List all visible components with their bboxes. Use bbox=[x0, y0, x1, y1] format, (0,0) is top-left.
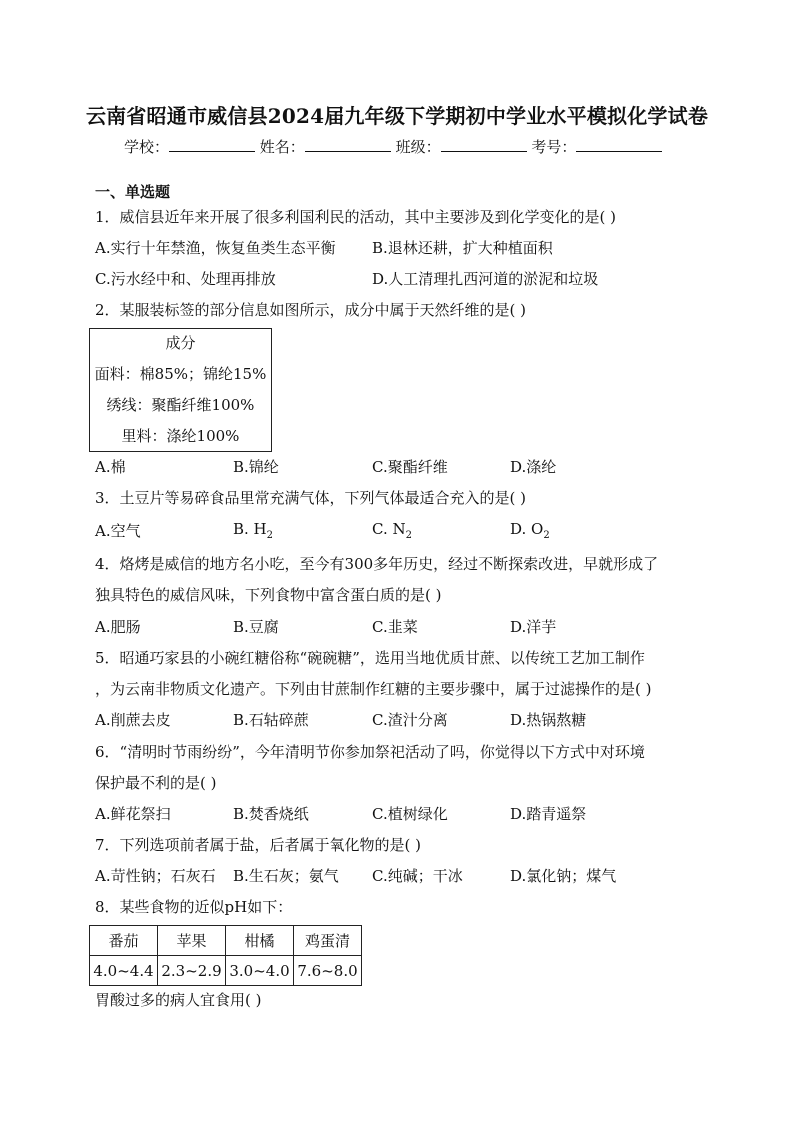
question-3-option-c[interactable] bbox=[372, 520, 412, 541]
table-row bbox=[90, 956, 362, 986]
question-1-stem: 1．威信县近年来开展了很多利国利民的活动，其中主要涉及到化学变化的是( ) bbox=[95, 208, 617, 226]
garment-label-row: 绣线：聚酯纤维100% bbox=[106, 396, 255, 414]
question-4-stem: 4．烙烤是威信的地方名小吃，至今有300多年历史，经过不断探索改进，早就形成了 bbox=[95, 555, 659, 573]
subscript: 2 bbox=[266, 530, 274, 541]
question-4-option-a[interactable]: A.肥肠 bbox=[95, 618, 141, 636]
question-7-option-a[interactable]: A.苛性钠；石灰石 bbox=[95, 867, 216, 885]
question-1-option-d[interactable]: D.人工清理扎西河道的淤泥和垃圾 bbox=[372, 270, 599, 288]
school-blank[interactable] bbox=[169, 137, 255, 152]
question-6-option-c[interactable]: C.植树绿化 bbox=[372, 805, 448, 823]
question-5-option-d[interactable]: D.热锅熬糖 bbox=[510, 711, 587, 729]
question-4-option-d[interactable]: D.洋芋 bbox=[510, 618, 557, 636]
question-2-option-c[interactable]: C.聚酯纤维 bbox=[372, 458, 448, 476]
garment-label-box bbox=[89, 328, 272, 452]
question-7-stem: 7．下列选项前者属于盐，后者属于氧化物的是( ) bbox=[95, 836, 422, 854]
exam-number-label: 考号： bbox=[531, 138, 577, 156]
question-4-stem-cont: 独具特色的威信风味，下列食物中富含蛋白质的是( ) bbox=[95, 586, 442, 604]
section-heading: 一、单选题 bbox=[95, 183, 171, 201]
question-1-option-a[interactable]: A.实行十年禁渔，恢复鱼类生态平衡 bbox=[95, 239, 336, 257]
table-cell: 2.3~2.9 bbox=[158, 956, 226, 986]
question-3-option-b[interactable] bbox=[233, 520, 273, 541]
question-6-stem: 6．“清明时节雨纷纷”，今年清明节你参加祭祀活动了吗，你觉得以下方式中对环境 bbox=[95, 743, 645, 761]
name-blank[interactable] bbox=[305, 137, 391, 152]
table-cell: 3.0~4.0 bbox=[226, 956, 294, 986]
question-3-stem: 3．土豆片等易碎食品里常充满气体，下列气体最适合充入的是( ) bbox=[95, 489, 527, 507]
question-2-stem: 2．某服装标签的部分信息如图所示，成分中属于天然纤维的是( ) bbox=[95, 301, 527, 319]
garment-label-row: 面料：棉85%；锦纶15% bbox=[94, 365, 267, 383]
option-text: C. N bbox=[372, 520, 406, 538]
table-header-cell: 柑橘 bbox=[226, 926, 294, 956]
question-5-option-c[interactable]: C.渣汁分离 bbox=[372, 711, 448, 729]
class-label: 班级： bbox=[395, 138, 441, 156]
question-4-option-b[interactable]: B.豆腐 bbox=[233, 618, 279, 636]
question-5-option-b[interactable]: B.石轱碎蔗 bbox=[233, 711, 309, 729]
question-7-option-c[interactable]: C.纯碱；干冰 bbox=[372, 867, 463, 885]
question-4-option-c[interactable]: C.韭菜 bbox=[372, 618, 418, 636]
question-3-option-d[interactable] bbox=[510, 520, 550, 541]
question-2-option-d[interactable]: D.涤纶 bbox=[510, 458, 557, 476]
question-2-option-a[interactable]: A.棉 bbox=[95, 458, 126, 476]
food-ph-table bbox=[89, 925, 362, 986]
school-label: 学校： bbox=[124, 138, 170, 156]
question-7-option-d[interactable]: D.氯化钠；煤气 bbox=[510, 867, 617, 885]
student-info-row bbox=[124, 136, 662, 157]
garment-label-row: 里料：涤纶100% bbox=[121, 427, 240, 445]
question-2-option-b[interactable]: B.锦纶 bbox=[233, 458, 279, 476]
question-6-option-d[interactable]: D.踏青遥祭 bbox=[510, 805, 587, 823]
option-text: D. O bbox=[510, 520, 544, 538]
exam-number-blank[interactable] bbox=[576, 137, 662, 152]
question-3-option-a[interactable]: A.空气 bbox=[95, 522, 141, 540]
table-cell: 4.0~4.4 bbox=[90, 956, 158, 986]
page-title: 云南省昭通市威信县2024届九年级下学期初中学业水平模拟化学试卷 bbox=[85, 104, 709, 128]
subscript: 2 bbox=[543, 530, 550, 541]
name-label: 姓名： bbox=[259, 138, 305, 156]
garment-label-heading: 成分 bbox=[165, 334, 196, 352]
question-1-option-c[interactable]: C.污水经中和、处理再排放 bbox=[95, 270, 276, 288]
question-5-stem-cont: ，为云南非物质文化遗产。下列由甘蔗制作红糖的主要步骤中，属于过滤操作的是( ) bbox=[95, 680, 652, 698]
table-row bbox=[90, 926, 362, 956]
question-6-stem-cont: 保护最不利的是( ) bbox=[95, 774, 217, 792]
question-6-option-b[interactable]: B.焚香烧纸 bbox=[233, 805, 309, 823]
question-7-option-b[interactable]: B.生石灰；氨气 bbox=[233, 867, 339, 885]
question-8-stem: 8．某些食物的近似pH如下： bbox=[95, 898, 293, 916]
table-header-cell: 番茄 bbox=[90, 926, 158, 956]
table-header-cell: 鸡蛋清 bbox=[294, 926, 362, 956]
question-6-option-a[interactable]: A.鲜花祭扫 bbox=[95, 805, 171, 823]
question-1-option-b[interactable]: B.退林还耕，扩大种植面积 bbox=[372, 239, 553, 257]
subscript: 2 bbox=[405, 530, 412, 541]
class-blank[interactable] bbox=[441, 137, 527, 152]
table-header-cell: 苹果 bbox=[158, 926, 226, 956]
table-cell: 7.6~8.0 bbox=[294, 956, 362, 986]
option-text: B. H bbox=[233, 520, 267, 538]
question-8-followup: 胃酸过多的病人宜食用( ) bbox=[95, 991, 262, 1009]
question-5-option-a[interactable]: A.削蔗去皮 bbox=[95, 711, 171, 729]
question-5-stem: 5．昭通巧家县的小碗红糖俗称“碗碗糖”，选用当地优质甘蔗、以传统工艺加工制作 bbox=[95, 649, 645, 667]
